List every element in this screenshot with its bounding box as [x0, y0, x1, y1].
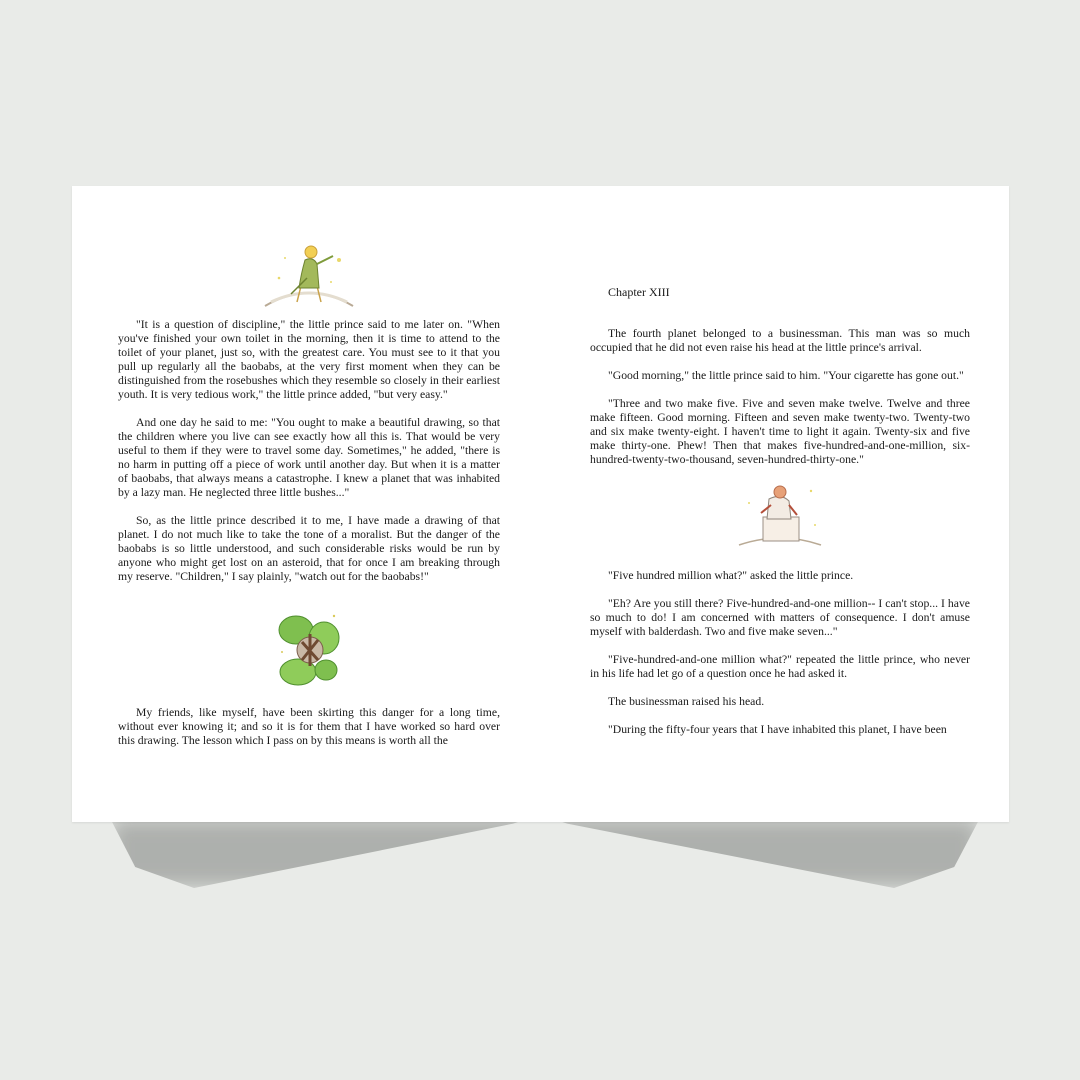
right-page-text-bottom [590, 569, 970, 737]
paragraph: "Eh? Are you still there? Five-hundred-and-one million-- I can't stop... I have so much to do! I am concerned with matters of consequence. I don't amuse myself with balderdash. Two and five make seven..." [590, 597, 970, 638]
paragraph: "Five-hundred-and-one million what?" repeated the little prince, who never in his life had let go of a question once he had asked it. [590, 653, 970, 680]
little-prince-on-planet-illustration [261, 238, 357, 308]
paragraph: The businessman raised his head. [608, 695, 765, 708]
paragraph: "Good morning," the little prince said to him. "Your cigarette has gone out." [608, 369, 964, 382]
businessman-illustration [735, 483, 825, 547]
left-page-text-top [118, 318, 500, 584]
right-page-text-top [590, 327, 970, 467]
paragraph: The fourth planet belonged to a businessman. This man was so much occupied that he did not even raise his head at the little prince's arrival. [590, 327, 970, 354]
left-page [118, 186, 500, 822]
baobabs-planet-illustration [274, 602, 344, 694]
paragraph: "Three and two make five. Five and seven make twelve. Twelve and three make fifteen. Good morning. Fifteen and seven make twenty-two. Twenty-two and six make twenty-eight. I haven't time to light it again. Twenty-six and five make thirty-one. Phew! Then that makes five-hundred-and-one-million, six-hundred-twenty-two-thousand, seven-hundred-thirty-one." [590, 397, 970, 466]
paragraph: "During the fifty-four years that I have inhabited this planet, I have been [608, 723, 947, 736]
paragraph: "It is a question of discipline," the little prince said to me later on. "When you've finished your own toilet in the morning, then it is time to attend to the toilet of your planet, just so, with the greatest care. You must see to it that you pull up regularly all the baobabs, at the very first moment when they can be distinguished from the rosebushes which they resemble so closely in their earliest youth. It is very tedious work," the little prince added, "but very easy." [118, 318, 500, 401]
chapter-title: Chapter XIII [608, 285, 670, 299]
paragraph: My friends, like myself, have been skirting this danger for a long time, without ever knowing it; and so it is for them that I have worked so hard over this drawing. The lesson which I pass on by this means is worth all the [118, 706, 500, 747]
book-spread [72, 186, 1009, 822]
book-shadow-right [550, 818, 980, 888]
paragraph: "Five hundred million what?" asked the little prince. [608, 569, 854, 582]
paragraph: And one day he said to me: "You ought to make a beautiful drawing, so that the children where you live can see exactly how all this is. That would be very useful to them if they were to travel some day. Sometimes," he added, "there is no harm in putting off a piece of work until another day. But when it is a matter of baobabs, that always means a catastrophe. I knew a planet that was inhabited by a lazy man. He neglected three little bushes..." [118, 416, 500, 499]
right-page [590, 186, 970, 822]
paragraph: So, as the little prince described it to me, I have made a drawing of that planet. I do not much like to take the tone of a moralist. But the danger of the baobabs is so little understood, and such considerable risks would be run by anyone who might get lost on an asteroid, that for once I am breaking through my reserve. "Children," I say plainly, "watch out for the baobabs!" [118, 514, 500, 583]
book-shadow-left [110, 818, 530, 888]
